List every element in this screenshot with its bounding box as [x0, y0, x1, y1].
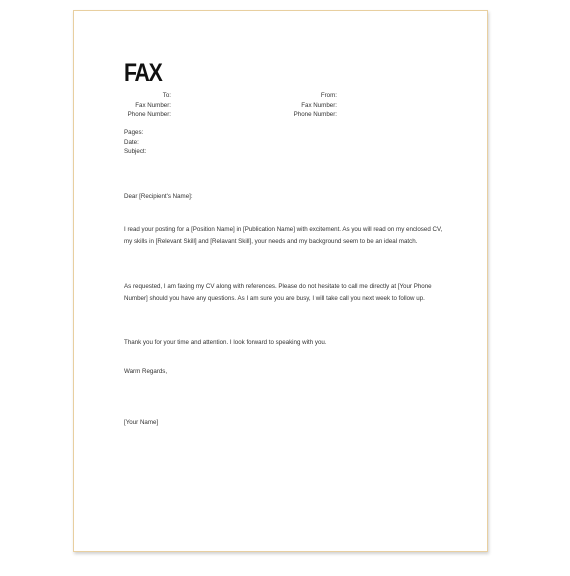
to-fax-number-label: Fax Number: [135, 101, 171, 109]
fax-title: FAX [124, 59, 162, 87]
from-label: From: [320, 92, 337, 99]
fax-meta [124, 128, 146, 157]
from-fax-number-label: Fax Number: [301, 101, 337, 109]
signature: [Your Name] [124, 419, 159, 426]
greeting: Dear [Recipient's Name]: [124, 193, 193, 200]
to-label: To: [162, 92, 171, 99]
paragraph-1: I read your posting for a [Position Name] in [Publication Name] with excitement. As you will read on my enclosed CV, my skills in [Relevant Skill] and [Relavant Skill], your needs and my background seem to be an ideal match. [124, 226, 443, 245]
recipient-header [124, 91, 171, 120]
from-phone-number-label: Phone Number: [293, 111, 337, 119]
date-label: Date: [124, 138, 139, 146]
fax-page [73, 10, 488, 552]
subject-label: Subject: [124, 148, 147, 156]
sender-header [274, 91, 337, 120]
to-phone-number-label: Phone Number: [127, 111, 171, 119]
paragraph-2: As requested, I am faxing my CV along with references. Please do not hesitate to call me directly at [Your Phone Number] should you have any questions. As I am sure you are busy, I will take call you next week to follow up. [124, 283, 432, 302]
pages-label: Pages: [124, 129, 144, 136]
paragraph-3: Thank you for your time and attention. I look forward to speaking with you. [124, 339, 327, 346]
closing: Warm Regards, [124, 368, 168, 375]
